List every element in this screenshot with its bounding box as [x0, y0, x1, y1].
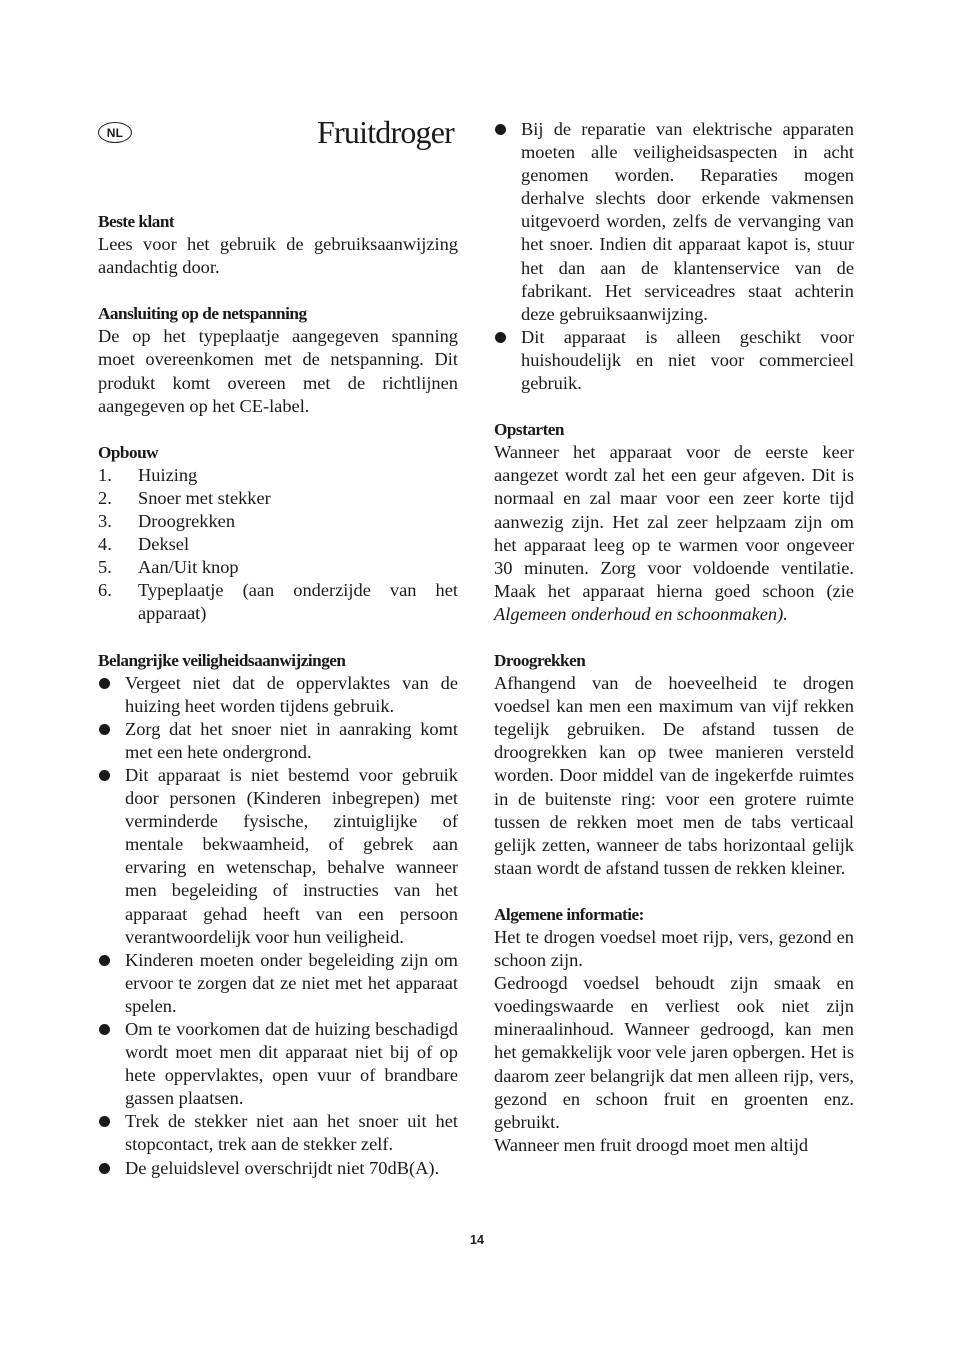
list-item	[494, 118, 854, 326]
item-text: Huizing	[138, 464, 198, 485]
item-text: Om te voorkomen dat de huizing beschadigd wordt moet men dit apparaat niet bij of op hete oppervlaktes, open vuur of brandbare gassen plaatsen.	[125, 1019, 458, 1109]
item-text: Zorg dat het snoer niet in aanraking komt met een hete ondergrond.	[125, 718, 458, 762]
section-opstarten	[494, 418, 854, 626]
item-number: 3.	[98, 511, 112, 532]
section-veiligheid	[98, 649, 458, 1180]
section-beste-klant	[98, 210, 458, 279]
item-text: Trek de stekker niet aan het snoer uit het stopcontact, trek aan de stekker zelf.	[125, 1111, 458, 1155]
item-text: Deksel	[138, 534, 190, 555]
bullet-icon	[98, 672, 125, 718]
left-column	[98, 118, 458, 1180]
list-item	[98, 1110, 458, 1156]
section-text: Het te drogen voedsel moet rijp, vers, gezond en schoon zijn.	[494, 927, 854, 971]
list-item	[98, 1018, 458, 1110]
item-text: Snoer met stekker	[138, 487, 271, 508]
section-droogrekken	[494, 649, 854, 880]
list-item	[494, 326, 854, 395]
section-text: De op het typeplaatje aangegeven spanning moet overeenkomen met de netspanning. Dit produkt komt overeen met de richtlijnen aangegeven op het CE-label.	[98, 326, 458, 416]
item-text: Kinderen moeten onder begeleiding zijn om ervoor te zorgen dat ze niet met het apparaat spelen.	[125, 949, 458, 1016]
bullet-icon	[98, 764, 125, 949]
section-text-main: Wanneer het apparaat voor de eerste keer aangezet wordt zal het een geur afgeven. Dit is normaal en zal maar voor een zeer korte tijd aanwezig zijn. Het zal zeer helpzaam zijn om het apparaat leeg op te warmen voor ongeveer 30 minuten. Zorg voor voldoende ventilatie. Maak het apparaat hierna goed schoon (zie	[494, 442, 854, 601]
section-text-italic: Algemeen onderhoud en schoonmaken).	[494, 603, 788, 624]
list-item	[98, 487, 458, 510]
list-item	[98, 1157, 458, 1180]
item-number: 1.	[98, 464, 112, 485]
section-opbouw	[98, 441, 458, 626]
section-text: Lees voor het gebruik de gebruiksaanwijzing aandachtig door.	[98, 234, 458, 278]
safety-list	[98, 672, 458, 1180]
item-text: Bij de reparatie van elektrische apparaten moeten alle veiligheidsaspecten in acht genomen worden. Reparaties mogen derhalve slechts door erkende vakmensen uitgevoerd worden, zelfs de vervanging van het snoer. Indien dit apparaat kapot is, stuur het dan aan de klantenservice van de fabrikant. Het serviceadres staat achterin deze gebruiksaanwijzing.	[521, 119, 854, 324]
section-heading: Aansluiting op de netspanning	[98, 304, 307, 324]
item-number: 5.	[98, 557, 112, 578]
section-text: Wanneer men fruit droogd moet men altijd	[494, 1134, 809, 1155]
right-column	[494, 118, 854, 1157]
list-item	[98, 533, 458, 556]
bullet-icon	[494, 326, 521, 395]
parts-list	[98, 464, 458, 626]
section-heading: Opstarten	[494, 420, 564, 440]
item-text: Dit apparaat is niet bestemd voor gebruik door personen (Kinderen inbegrepen) met verminderde fysische, zintuiglijke of mentale bekwaamheid, of gebrek aan ervaring en wetenschap, behalve wanneer men begeleiding of instructies van het apparaat gehad heeft van een persoon verantwoordelijk voor hun veiligheid.	[125, 764, 458, 947]
page-number: 14	[470, 1233, 484, 1247]
section-heading: Algemene informatie:	[494, 904, 644, 924]
section-heading: Opbouw	[98, 442, 159, 462]
item-text: Aan/Uit knop	[138, 557, 239, 578]
section-text: Afhangend van de hoeveelheid te drogen voedsel kan men een maximum van vijf rekken tegelijk gebruiken. De afstand tussen de droogrekken kan op twee manieren versteld worden. Door middel van de ingekerfde ruimtes in de buitenste ring: voor een grotere ruimte tussen de rekken moet men de tabs verticaal gelijk zetten, wanneer de tabs horizontaal gelijk staan wordt de afstand tussen de rekken kleiner.	[494, 673, 854, 878]
item-text: Dit apparaat is alleen geschikt voor huishoudelijk en niet voor commercieel gebruik.	[521, 326, 854, 394]
item-text: De geluidslevel overschrijdt niet 70dB(A).	[125, 1157, 440, 1178]
bullet-icon	[494, 118, 521, 326]
section-algemene-informatie	[494, 903, 854, 1157]
item-text: Typeplaatje (aan onderzijde van het apparaat)	[138, 580, 458, 624]
bullet-icon	[98, 1157, 125, 1180]
list-item	[98, 579, 458, 625]
safety-list-continued	[494, 118, 854, 395]
list-item	[98, 764, 458, 949]
list-item	[98, 510, 458, 533]
section-aansluiting	[98, 302, 458, 417]
section-text	[494, 441, 854, 626]
page-title: Fruitdroger	[317, 114, 454, 150]
section-heading: Beste klant	[98, 212, 175, 231]
bullet-icon	[98, 1018, 125, 1110]
bullet-icon	[98, 949, 125, 1018]
list-item	[98, 464, 458, 487]
section-heading: Droogrekken	[494, 650, 586, 670]
section-text: Gedroogd voedsel behoudt zijn smaak en voedingswaarde en verliest ook niet zijn mineraalinhoud. Wanneer gedroogd, kan men het gemakkelijk voor vele jaren opbergen. Het is daarom zeer belangrijk dat men alleen rijp, vers, gezond en schoon fruit en groenten enz. gebruikt.	[494, 973, 854, 1132]
item-text: Vergeet niet dat de oppervlaktes van de huizing heet worden tijdens gebruik.	[125, 672, 458, 716]
bullet-icon	[98, 718, 125, 764]
bullet-icon	[98, 1110, 125, 1156]
item-number: 6.	[98, 580, 112, 601]
item-text: Droogrekken	[138, 511, 236, 532]
list-item	[98, 672, 458, 718]
section-heading: Belangrijke veiligheidsaanwijzingen	[98, 650, 346, 670]
item-number: 2.	[98, 487, 112, 508]
list-item	[98, 556, 458, 579]
list-item	[98, 949, 458, 1018]
language-badge: NL	[98, 122, 132, 143]
item-number: 4.	[98, 534, 112, 555]
list-item	[98, 718, 458, 764]
